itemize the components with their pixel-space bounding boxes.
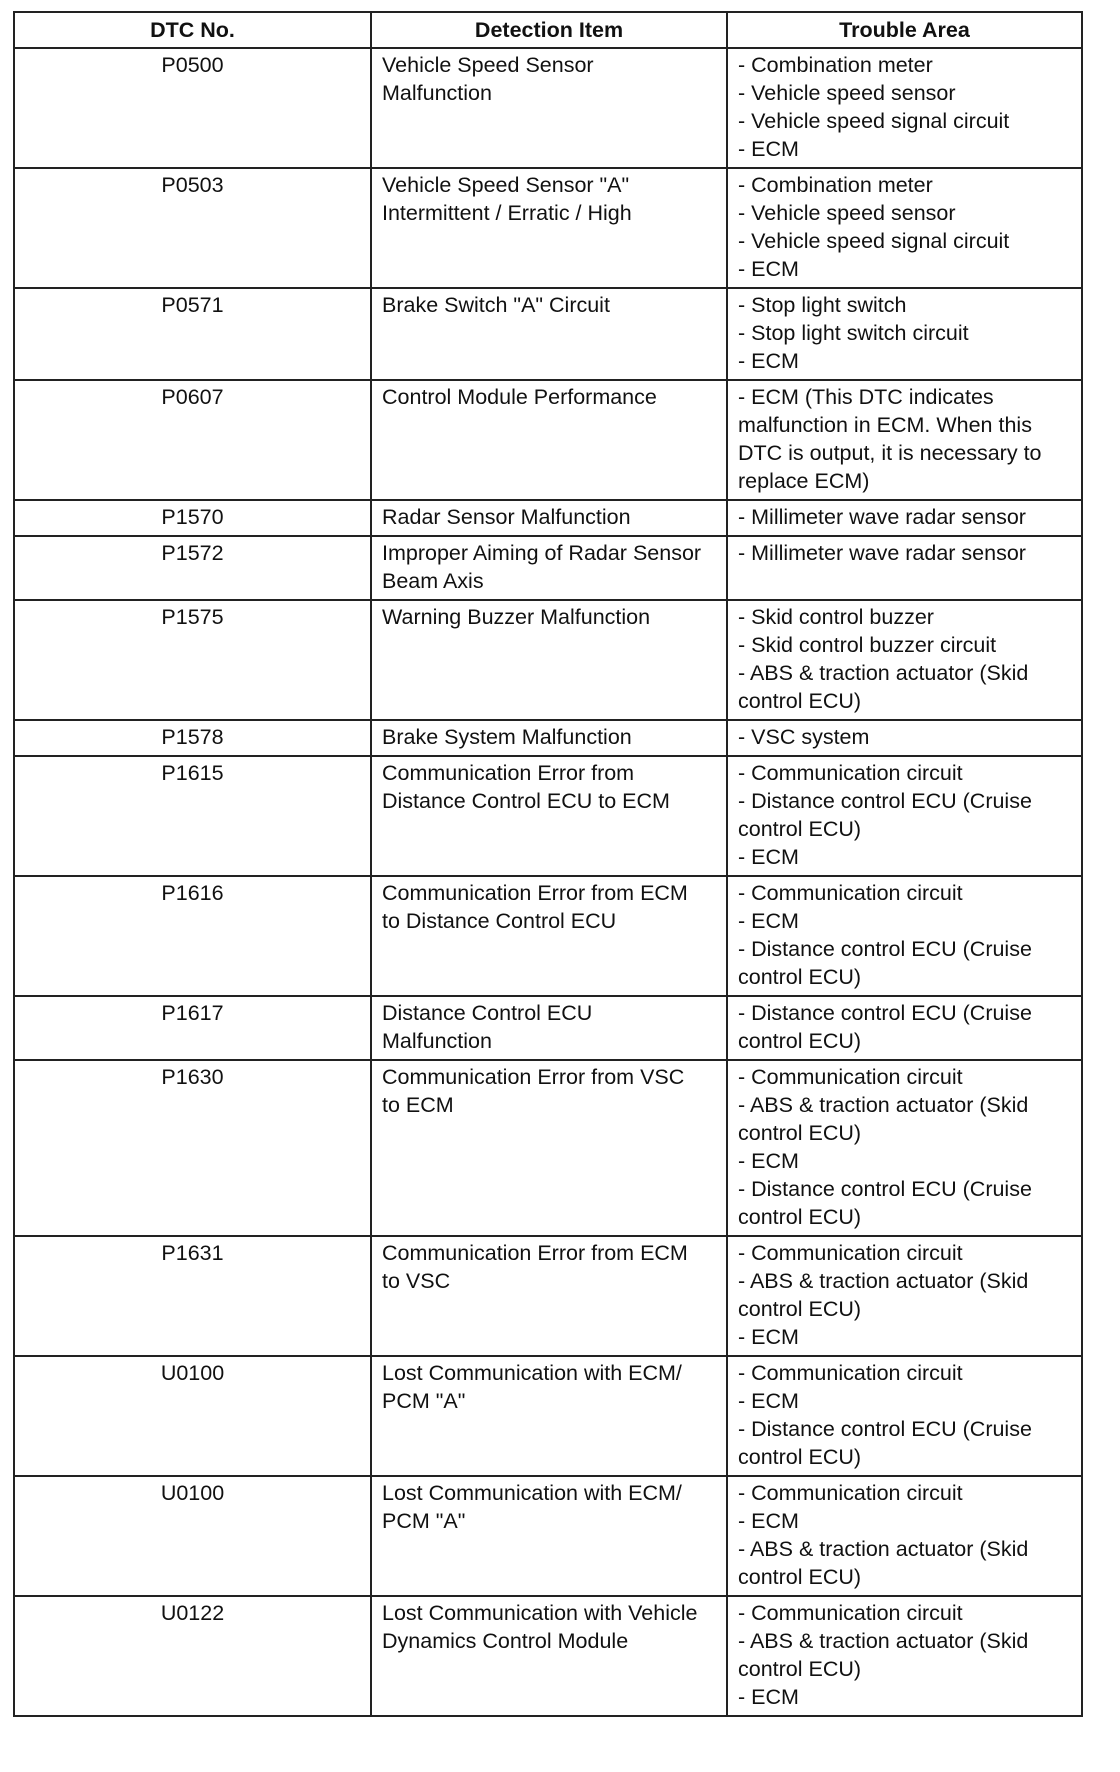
detection-item-line: to VSC bbox=[382, 1269, 451, 1293]
table-row bbox=[14, 1596, 1082, 1716]
trouble-area-line: - ABS & traction actuator (Skid bbox=[738, 661, 1029, 685]
trouble-area-line: - Vehicle speed signal circuit bbox=[738, 109, 1010, 133]
table-row bbox=[14, 168, 1082, 288]
trouble-area-cell bbox=[727, 1596, 1082, 1716]
detection-item-line: Distance Control ECU bbox=[382, 1001, 593, 1025]
trouble-area-line: control ECU) bbox=[738, 965, 862, 989]
trouble-area-line: - ECM bbox=[738, 349, 799, 373]
detection-item-line: Communication Error from bbox=[382, 761, 635, 785]
detection-item-cell bbox=[371, 1596, 727, 1716]
detection-item-line: Distance Control ECU to ECM bbox=[382, 789, 670, 813]
detection-item-line: Communication Error from ECM bbox=[382, 881, 688, 905]
trouble-area-line: - Communication circuit bbox=[738, 881, 963, 905]
detection-item-cell bbox=[371, 1060, 727, 1236]
trouble-area-cell bbox=[727, 536, 1082, 600]
table-row bbox=[14, 536, 1082, 600]
trouble-area-line: - Combination meter bbox=[738, 53, 933, 77]
trouble-area-line: - ECM bbox=[738, 1389, 799, 1413]
trouble-area-cell bbox=[727, 1060, 1082, 1236]
table-row bbox=[14, 996, 1082, 1060]
detection-item-cell bbox=[371, 600, 727, 720]
trouble-area-line: control ECU) bbox=[738, 1029, 862, 1053]
trouble-area-line: DTC is output, it is necessary to bbox=[738, 441, 1042, 465]
trouble-area-line: - ECM bbox=[738, 137, 799, 161]
trouble-area-cell bbox=[727, 876, 1082, 996]
detection-item-cell bbox=[371, 48, 727, 168]
trouble-area-line: control ECU) bbox=[738, 1565, 862, 1589]
trouble-area-cell bbox=[727, 1476, 1082, 1596]
trouble-area-cell bbox=[727, 168, 1082, 288]
dtc-code-cell: P1570 bbox=[14, 500, 371, 536]
header-row bbox=[14, 12, 1082, 48]
detection-item-cell bbox=[371, 168, 727, 288]
detection-item-line: PCM "A" bbox=[382, 1389, 466, 1413]
trouble-area-line: - Millimeter wave radar sensor bbox=[738, 505, 1026, 529]
table-row bbox=[14, 288, 1082, 380]
trouble-area-line: - Stop light switch circuit bbox=[738, 321, 969, 345]
detection-item-line: Vehicle Speed Sensor "A" bbox=[382, 173, 630, 197]
dtc-code-cell: P1575 bbox=[14, 600, 371, 720]
trouble-area-line: - ECM bbox=[738, 257, 799, 281]
detection-item-line: Communication Error from ECM bbox=[382, 1241, 688, 1265]
trouble-area-line: - ECM bbox=[738, 1149, 799, 1173]
detection-item-cell bbox=[371, 996, 727, 1060]
header-trouble-area: Trouble Area bbox=[727, 12, 1082, 48]
trouble-area-line: control ECU) bbox=[738, 1121, 862, 1145]
trouble-area-line: - Communication circuit bbox=[738, 1065, 963, 1089]
trouble-area-line: - ABS & traction actuator (Skid bbox=[738, 1269, 1029, 1293]
trouble-area-line: - Vehicle speed sensor bbox=[738, 81, 956, 105]
dtc-code-cell: P0571 bbox=[14, 288, 371, 380]
detection-item-cell bbox=[371, 1356, 727, 1476]
dtc-code-cell: P1630 bbox=[14, 1060, 371, 1236]
detection-item-line: Dynamics Control Module bbox=[382, 1629, 629, 1653]
detection-item-line: Vehicle Speed Sensor bbox=[382, 53, 594, 77]
trouble-area-line: - ECM bbox=[738, 845, 799, 869]
table-header bbox=[14, 12, 1082, 48]
detection-item-line: Communication Error from VSC bbox=[382, 1065, 685, 1089]
detection-item-line: Lost Communication with Vehicle bbox=[382, 1601, 698, 1625]
dtc-code-cell: U0122 bbox=[14, 1596, 371, 1716]
trouble-area-cell bbox=[727, 380, 1082, 500]
detection-item-line: Improper Aiming of Radar Sensor bbox=[382, 541, 702, 565]
trouble-area-cell bbox=[727, 756, 1082, 876]
trouble-area-line: - Skid control buzzer circuit bbox=[738, 633, 997, 657]
trouble-area-line: - Vehicle speed sensor bbox=[738, 201, 956, 225]
dtc-code-cell: U0100 bbox=[14, 1356, 371, 1476]
trouble-area-line: control ECU) bbox=[738, 1297, 862, 1321]
trouble-area-cell bbox=[727, 720, 1082, 756]
table-row bbox=[14, 1476, 1082, 1596]
dtc-table bbox=[13, 11, 1083, 1717]
trouble-area-line: malfunction in ECM. When this bbox=[738, 413, 1032, 437]
trouble-area-line: control ECU) bbox=[738, 1657, 862, 1681]
table-row bbox=[14, 380, 1082, 500]
detection-item-line: Lost Communication with ECM/ bbox=[382, 1361, 682, 1385]
header-dtc-no: DTC No. bbox=[14, 12, 371, 48]
detection-item-cell bbox=[371, 720, 727, 756]
detection-item-cell bbox=[371, 536, 727, 600]
trouble-area-line: - Communication circuit bbox=[738, 1361, 963, 1385]
detection-item-line: PCM "A" bbox=[382, 1509, 466, 1533]
detection-item-line: Malfunction bbox=[382, 1029, 492, 1053]
trouble-area-line: - ABS & traction actuator (Skid bbox=[738, 1093, 1029, 1117]
trouble-area-line: control ECU) bbox=[738, 689, 862, 713]
table-row bbox=[14, 600, 1082, 720]
detection-item-cell bbox=[371, 1236, 727, 1356]
trouble-area-line: - Distance control ECU (Cruise bbox=[738, 1177, 1032, 1201]
dtc-code-cell: P1631 bbox=[14, 1236, 371, 1356]
trouble-area-line: - ECM bbox=[738, 1325, 799, 1349]
trouble-area-line: - Distance control ECU (Cruise bbox=[738, 937, 1032, 961]
trouble-area-line: - Combination meter bbox=[738, 173, 933, 197]
table-row bbox=[14, 1356, 1082, 1476]
trouble-area-line: - ECM bbox=[738, 1509, 799, 1533]
dtc-code-cell: P1578 bbox=[14, 720, 371, 756]
table-row bbox=[14, 720, 1082, 756]
dtc-code-cell: P0607 bbox=[14, 380, 371, 500]
dtc-code-cell: P0500 bbox=[14, 48, 371, 168]
trouble-area-line: - Vehicle speed signal circuit bbox=[738, 229, 1010, 253]
detection-item-cell bbox=[371, 1476, 727, 1596]
trouble-area-cell bbox=[727, 996, 1082, 1060]
trouble-area-cell bbox=[727, 500, 1082, 536]
detection-item-line: Brake System Malfunction bbox=[382, 725, 632, 749]
trouble-area-line: - Skid control buzzer bbox=[738, 605, 934, 629]
trouble-area-line: - Distance control ECU (Cruise bbox=[738, 789, 1032, 813]
trouble-area-cell bbox=[727, 1356, 1082, 1476]
detection-item-line: Malfunction bbox=[382, 81, 492, 105]
detection-item-line: to ECM bbox=[382, 1093, 454, 1117]
detection-item-cell bbox=[371, 756, 727, 876]
dtc-code-cell: P1616 bbox=[14, 876, 371, 996]
detection-item-cell bbox=[371, 288, 727, 380]
table-row bbox=[14, 48, 1082, 168]
table-row bbox=[14, 500, 1082, 536]
dtc-code-cell: P1617 bbox=[14, 996, 371, 1060]
detection-item-line: Control Module Performance bbox=[382, 385, 657, 409]
detection-item-cell bbox=[371, 380, 727, 500]
detection-item-line: Beam Axis bbox=[382, 569, 484, 593]
table-row bbox=[14, 1060, 1082, 1236]
dtc-code-cell: P1615 bbox=[14, 756, 371, 876]
trouble-area-cell bbox=[727, 1236, 1082, 1356]
detection-item-cell bbox=[371, 876, 727, 996]
trouble-area-line: - Communication circuit bbox=[738, 761, 963, 785]
table-body bbox=[14, 48, 1082, 1716]
trouble-area-line: - Distance control ECU (Cruise bbox=[738, 1417, 1032, 1441]
detection-item-line: Radar Sensor Malfunction bbox=[382, 505, 631, 529]
detection-item-line: Intermittent / Erratic / High bbox=[382, 201, 632, 225]
trouble-area-line: - ECM (This DTC indicates bbox=[738, 385, 994, 409]
trouble-area-line: - Millimeter wave radar sensor bbox=[738, 541, 1026, 565]
trouble-area-line: - VSC system bbox=[738, 725, 870, 749]
trouble-area-cell bbox=[727, 48, 1082, 168]
detection-item-line: to Distance Control ECU bbox=[382, 909, 617, 933]
dtc-code-cell: P1572 bbox=[14, 536, 371, 600]
detection-item-line: Lost Communication with ECM/ bbox=[382, 1481, 682, 1505]
trouble-area-line: - Distance control ECU (Cruise bbox=[738, 1001, 1032, 1025]
trouble-area-line: - ABS & traction actuator (Skid bbox=[738, 1537, 1029, 1561]
table-row bbox=[14, 1236, 1082, 1356]
trouble-area-line: control ECU) bbox=[738, 1445, 862, 1469]
detection-item-line: Brake Switch "A" Circuit bbox=[382, 293, 610, 317]
dtc-code-cell: P0503 bbox=[14, 168, 371, 288]
trouble-area-cell bbox=[727, 288, 1082, 380]
trouble-area-cell bbox=[727, 600, 1082, 720]
detection-item-cell bbox=[371, 500, 727, 536]
trouble-area-line: control ECU) bbox=[738, 817, 862, 841]
dtc-code-cell: U0100 bbox=[14, 1476, 371, 1596]
trouble-area-line: - ECM bbox=[738, 1685, 799, 1709]
trouble-area-line: - Communication circuit bbox=[738, 1601, 963, 1625]
trouble-area-line: replace ECM) bbox=[738, 469, 870, 493]
detection-item-line: Warning Buzzer Malfunction bbox=[382, 605, 651, 629]
header-detection-item: Detection Item bbox=[371, 12, 727, 48]
trouble-area-line: control ECU) bbox=[738, 1205, 862, 1229]
table-row bbox=[14, 876, 1082, 996]
trouble-area-line: - Communication circuit bbox=[738, 1481, 963, 1505]
table-row bbox=[14, 756, 1082, 876]
trouble-area-line: - Stop light switch bbox=[738, 293, 907, 317]
trouble-area-line: - Communication circuit bbox=[738, 1241, 963, 1265]
trouble-area-line: - ABS & traction actuator (Skid bbox=[738, 1629, 1029, 1653]
trouble-area-line: - ECM bbox=[738, 909, 799, 933]
